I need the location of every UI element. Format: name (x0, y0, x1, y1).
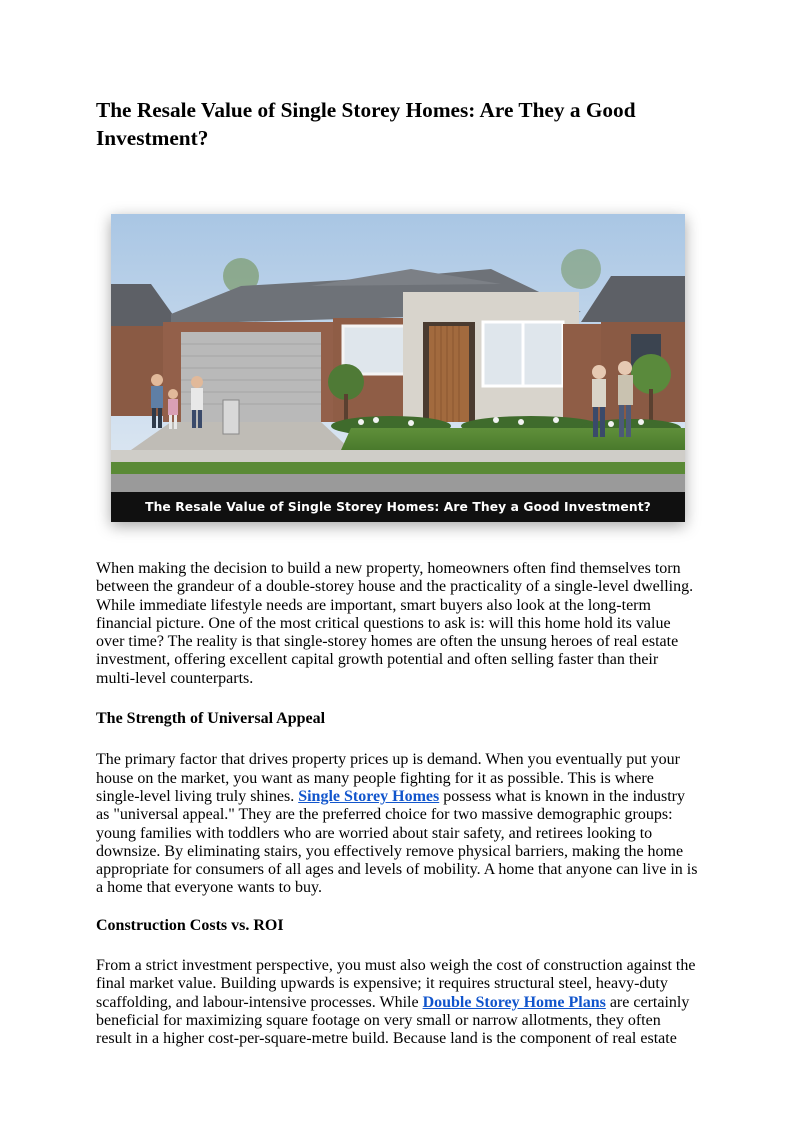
house-illustration (111, 214, 685, 522)
image-caption: The Resale Value of Single Storey Homes: Are They a Good Investment? (111, 492, 685, 522)
intro-paragraph: When making the decision to build a new property, homeowners often find themselves torn between the grandeur of a double-storey house and the practicality of a single-level dwelling. While immediate lifestyle needs are important, smart buyers also look at the long-term financial picture. One of the most critical questions to ask is: will this home hold its value over time? The reality is that single-storey homes are often the unsung heroes of real estate investment, offering excellent capital growth potential and often selling faster than their multi-level counterparts. (96, 560, 694, 687)
construction-costs-paragraph (96, 957, 700, 1048)
paragraph-text: possess what is known in the industry as "universal appeal." They are the preferred choice for two massive demographic groups: young families with toddlers who are worried about stair safety, and retirees looking to downsize. By eliminating stairs, you effectively remove physical barriers, making the home appropriate for consumers of all ages and levels of mobility. A home that anyone can live in is a home that everyone wants to buy. (96, 787, 698, 897)
paragraph-text: are certainly beneficial for maximizing square footage on very small or narrow allotments, they often result in a higher cost-per-square-metre build. Because land is the component of real estate (96, 993, 690, 1048)
universal-appeal-paragraph (96, 751, 700, 897)
section-heading-universal-appeal: The Strength of Universal Appeal (96, 710, 326, 728)
single-storey-homes-link[interactable]: Single Storey Homes (298, 787, 440, 805)
article (96, 96, 700, 1049)
double-storey-home-plans-link[interactable]: Double Storey Home Plans (422, 993, 606, 1011)
section-heading-construction-costs: Construction Costs vs. ROI (96, 916, 284, 934)
hero-image (111, 214, 685, 522)
article-title: The Resale Value of Single Storey Homes: Are They a Good Investment? (96, 98, 636, 150)
paragraph-text: The primary factor that drives property prices up is demand. When you eventually put your house on the market, you want as many people fighting for it as possible. This is where single-level living truly shines. (96, 751, 680, 805)
paragraph-text: From a strict investment perspective, you must also weigh the cost of construction against the final market value. Building upwards is expensive; it requires structural steel, heavy-duty scaffolding, and labour-intensive processes. While (96, 957, 696, 1011)
